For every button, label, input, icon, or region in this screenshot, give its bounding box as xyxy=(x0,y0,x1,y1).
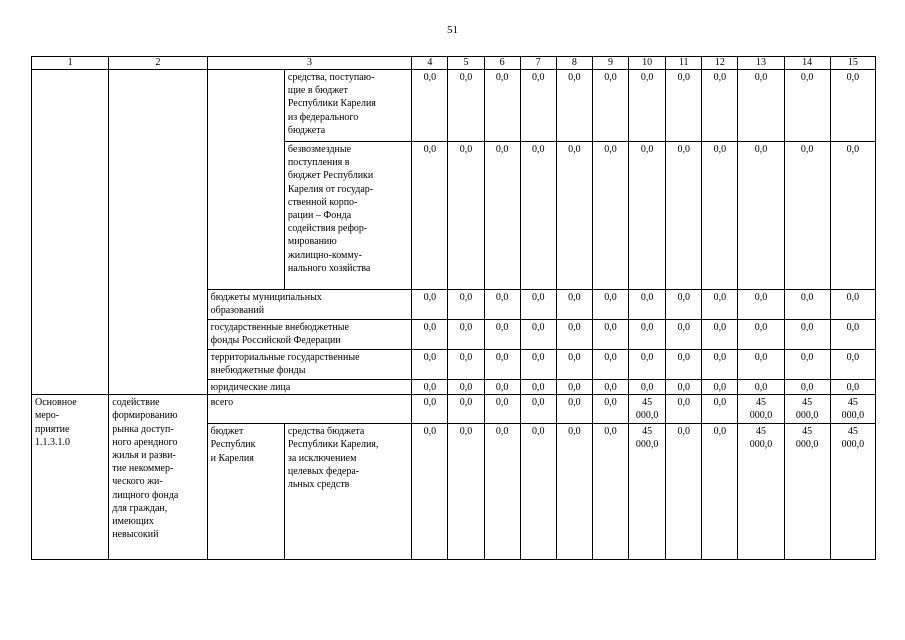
value-cell: 0,0 xyxy=(666,380,702,395)
value-cell: 0,0 xyxy=(784,290,830,320)
header-row xyxy=(32,57,876,70)
value-cell: 0,0 xyxy=(448,395,484,424)
row-label: юридические лица xyxy=(207,380,412,395)
value-cell: 45 000,0 xyxy=(784,395,830,424)
value-cell: 0,0 xyxy=(784,70,830,142)
value-cell: 0,0 xyxy=(520,380,556,395)
budget-table xyxy=(31,56,876,560)
event-code-cell: Основное меро- приятие 1.1.3.1.0 xyxy=(32,395,109,560)
value-cell: 0,0 xyxy=(666,350,702,380)
value-cell: 0,0 xyxy=(412,142,448,290)
value-cell: 0,0 xyxy=(738,380,784,395)
value-cell: 0,0 xyxy=(484,320,520,350)
value-cell: 0,0 xyxy=(784,320,830,350)
value-cell: 0,0 xyxy=(592,320,628,350)
value-cell: 0,0 xyxy=(556,70,592,142)
value-cell: 0,0 xyxy=(629,70,666,142)
value-cell: 0,0 xyxy=(556,350,592,380)
value-cell: 0,0 xyxy=(592,380,628,395)
value-cell: 45 000,0 xyxy=(629,424,666,560)
value-cell: 0,0 xyxy=(830,380,875,395)
value-cell: 0,0 xyxy=(412,70,448,142)
value-cell: 0,0 xyxy=(520,70,556,142)
value-cell: 0,0 xyxy=(666,320,702,350)
value-cell: 0,0 xyxy=(448,290,484,320)
header-cell: 1 xyxy=(32,57,109,70)
value-cell: 0,0 xyxy=(448,380,484,395)
value-cell: 0,0 xyxy=(556,395,592,424)
value-cell: 0,0 xyxy=(830,142,875,290)
value-cell: 45 000,0 xyxy=(830,424,875,560)
value-cell: 0,0 xyxy=(666,395,702,424)
value-cell: 0,0 xyxy=(702,380,738,395)
value-cell: 0,0 xyxy=(702,395,738,424)
col2-cell xyxy=(109,70,207,395)
value-cell: 0,0 xyxy=(520,424,556,560)
value-cell: 0,0 xyxy=(738,290,784,320)
value-cell: 0,0 xyxy=(629,142,666,290)
page-number: 51 xyxy=(447,24,458,36)
value-cell: 0,0 xyxy=(702,290,738,320)
row-label: средства, поступаю- щие в бюджет Республики Карелия из федерального бюджета xyxy=(284,70,411,142)
value-cell: 0,0 xyxy=(702,424,738,560)
header-cell: 13 xyxy=(738,57,784,70)
value-cell: 0,0 xyxy=(702,70,738,142)
table-row xyxy=(32,70,876,142)
value-cell: 0,0 xyxy=(520,350,556,380)
value-cell: 0,0 xyxy=(629,320,666,350)
header-cell: 14 xyxy=(784,57,830,70)
value-cell: 0,0 xyxy=(412,350,448,380)
value-cell: 0,0 xyxy=(629,380,666,395)
header-cell: 7 xyxy=(520,57,556,70)
col3a-cell xyxy=(207,70,284,290)
value-cell: 0,0 xyxy=(448,424,484,560)
value-cell: 0,0 xyxy=(702,350,738,380)
value-cell: 0,0 xyxy=(556,380,592,395)
value-cell: 0,0 xyxy=(592,290,628,320)
value-cell: 0,0 xyxy=(738,70,784,142)
value-cell: 45 000,0 xyxy=(738,395,784,424)
row-label: территориальные государственные внебюджетные фонды xyxy=(207,350,412,380)
row-label: безвозмездные поступления в бюджет Республики Карелия от государ- ственной корпо- рации – Фонда содействия рефор- мированию жилищно-комму- нального хозяйства xyxy=(284,142,411,290)
value-cell: 0,0 xyxy=(484,380,520,395)
header-cell: 5 xyxy=(448,57,484,70)
value-cell: 0,0 xyxy=(448,142,484,290)
event-description-cell: содействие формированию рынка доступ- ного арендного жилья и разви- тие некоммер- ческого жи- лищного фонда для граждан, имеющих невысокий xyxy=(109,395,207,560)
value-cell: 0,0 xyxy=(448,350,484,380)
header-cell: 10 xyxy=(629,57,666,70)
value-cell: 0,0 xyxy=(412,320,448,350)
value-cell: 45 000,0 xyxy=(830,395,875,424)
value-cell: 0,0 xyxy=(412,395,448,424)
value-cell: 0,0 xyxy=(484,350,520,380)
value-cell: 0,0 xyxy=(784,350,830,380)
value-cell: 0,0 xyxy=(412,290,448,320)
row-label: государственные внебюджетные фонды Российской Федерации xyxy=(207,320,412,350)
value-cell: 0,0 xyxy=(484,395,520,424)
value-cell: 0,0 xyxy=(556,290,592,320)
value-cell: 45 000,0 xyxy=(738,424,784,560)
header-cell: 6 xyxy=(484,57,520,70)
value-cell: 0,0 xyxy=(702,142,738,290)
value-cell: 0,0 xyxy=(556,142,592,290)
value-cell: 0,0 xyxy=(666,142,702,290)
value-cell: 0,0 xyxy=(592,142,628,290)
header-cell: 3 xyxy=(207,57,412,70)
value-cell: 0,0 xyxy=(592,395,628,424)
value-cell: 0,0 xyxy=(484,424,520,560)
value-cell: 0,0 xyxy=(702,320,738,350)
value-cell: 45 000,0 xyxy=(784,424,830,560)
value-cell: 0,0 xyxy=(520,320,556,350)
value-cell: 0,0 xyxy=(484,70,520,142)
value-cell: 0,0 xyxy=(666,290,702,320)
value-cell: 0,0 xyxy=(830,350,875,380)
value-cell: 0,0 xyxy=(556,320,592,350)
value-cell: 0,0 xyxy=(784,380,830,395)
value-cell: 0,0 xyxy=(784,142,830,290)
value-cell: 0,0 xyxy=(592,70,628,142)
value-cell: 0,0 xyxy=(484,142,520,290)
value-cell: 0,0 xyxy=(520,142,556,290)
value-cell: 0,0 xyxy=(629,350,666,380)
value-cell: 0,0 xyxy=(666,70,702,142)
table-row xyxy=(32,395,876,424)
value-cell: 0,0 xyxy=(412,424,448,560)
value-cell: 0,0 xyxy=(738,320,784,350)
value-cell: 0,0 xyxy=(520,290,556,320)
value-cell: 0,0 xyxy=(412,380,448,395)
row-label: средства бюджета Республики Карелия, за исключением целевых федера- льных средств xyxy=(284,424,411,560)
value-cell: 0,0 xyxy=(738,350,784,380)
row-label: бюджеты муниципальных образований xyxy=(207,290,412,320)
budget-source-cell: бюджет Республик и Карелия xyxy=(207,424,284,560)
header-cell: 11 xyxy=(666,57,702,70)
value-cell: 0,0 xyxy=(592,350,628,380)
value-cell: 0,0 xyxy=(629,290,666,320)
value-cell: 0,0 xyxy=(520,395,556,424)
value-cell: 0,0 xyxy=(666,424,702,560)
value-cell: 45 000,0 xyxy=(629,395,666,424)
value-cell: 0,0 xyxy=(448,70,484,142)
header-cell: 4 xyxy=(412,57,448,70)
value-cell: 0,0 xyxy=(592,424,628,560)
header-cell: 2 xyxy=(109,57,207,70)
value-cell: 0,0 xyxy=(484,290,520,320)
value-cell: 0,0 xyxy=(830,290,875,320)
header-cell: 12 xyxy=(702,57,738,70)
value-cell: 0,0 xyxy=(830,320,875,350)
header-cell: 8 xyxy=(556,57,592,70)
row-label: всего xyxy=(207,395,412,424)
header-cell: 15 xyxy=(830,57,875,70)
header-cell: 9 xyxy=(592,57,628,70)
value-cell: 0,0 xyxy=(738,142,784,290)
value-cell: 0,0 xyxy=(830,70,875,142)
value-cell: 0,0 xyxy=(556,424,592,560)
col1-cell xyxy=(32,70,109,395)
value-cell: 0,0 xyxy=(448,320,484,350)
